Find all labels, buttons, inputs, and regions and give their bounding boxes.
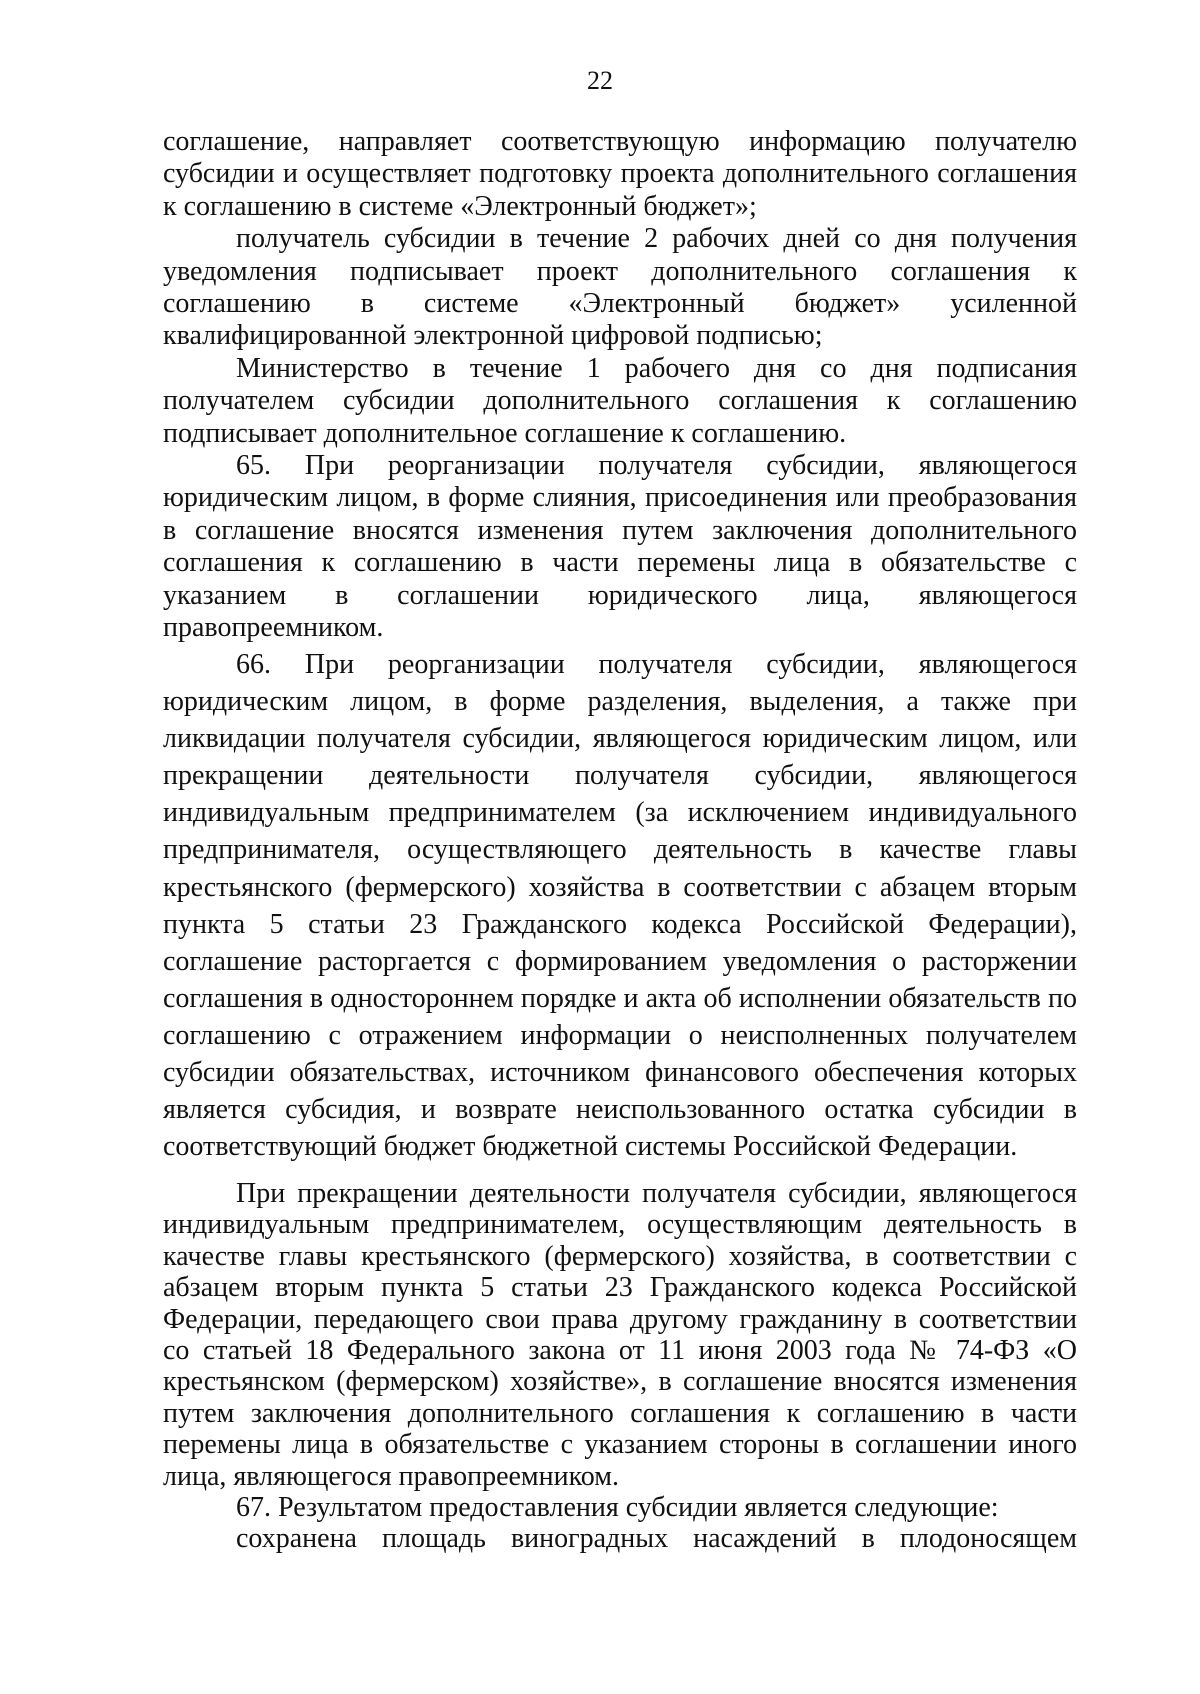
- paragraph-item-65: 65. При реорганизации получателя субсидии, являющегося юридическим лицом, в форме слияния, присоединения или преобразования в соглашение вносятся изменения путем заключения дополнительного соглашения к соглашению в части перемены лица в обязательстве с указанием в соглашении юридического лица, являющегося правопреемником.: [163, 450, 1077, 644]
- paragraph-recipient-signing: получатель субсидии в течение 2 рабочих дней со дня получения уведомления подписывает проект дополнительного соглашения к соглашению в системе «Электронный бюджет» усиленной квалифицированной электронной цифровой подписью;: [163, 223, 1077, 352]
- document-text-block: [163, 646, 1077, 1165]
- paragraph-item-66: 66. При реорганизации получателя субсидии, являющегося юридическим лицом, в форме разделения, выделения, а также при ликвидации получателя субсидии, являющегося юридическим лицом, или прекращении деятельности получателя субсидии, являющегося индивидуальным предпринимателем (за исключением индивидуального предпринимателя, осуществляющего деятельность в качестве главы крестьянского (фермерского) хозяйства в соответствии с абзацем вторым пункта 5 статьи 23 Гражданского кодекса Российской Федерации), соглашение расторгается с формированием уведомления о расторжении соглашения в одностороннем порядке и акта об исполнении обязательств по соглашению с отражением информации о неисполненных получателем субсидии обязательствах, источником финансового обеспечения которых является субсидия, и возврате неиспользованного остатка субсидии в соответствующий бюджет бюджетной системы Российской Федерации.: [163, 649, 1077, 1163]
- document-text-block: [163, 1178, 1077, 1555]
- paragraph-result-vineyards: сохранена площадь виноградных насаждений в плодоносящем: [236, 1523, 1077, 1555]
- page-number: 22: [587, 66, 613, 95]
- paragraph-item-67: 67. Результатом предоставления субсидии является следующие:: [236, 1492, 999, 1524]
- paragraph-farm-head: При прекращении деятельности получателя субсидии, являющегося индивидуальным предпринимателем, осуществляющим деятельность в качестве главы крестьянского (фермерского) хозяйства, в соответствии с абзацем вторым пункта 5 статьи 23 Гражданского кодекса Российской Федерации, передающего свои права другому гражданину в соответствии со статьей 18 Федерального закона от 11 июня 2003 года № 74-ФЗ «О крестьянском (фермерском) хозяйстве», в соглашение вносятся изменения путем заключения дополнительного соглашения к соглашению в части перемены лица в обязательстве с указанием стороны в соглашении иного лица, являющегося правопреемником.: [163, 1178, 1077, 1492]
- paragraph-continuation: соглашение, направляет соответствующую информацию получателю субсидии и осуществляет подготовку проекта дополнительного соглашения к соглашению в системе «Электронный бюджет»;: [163, 126, 1077, 222]
- document-text-block: [163, 126, 1077, 645]
- paragraph-ministry-signing: Министерство в течение 1 рабочего дня со дня подписания получателем субсидии дополнительного соглашения к соглашению подписывает дополнительное соглашение к соглашению.: [163, 352, 1077, 449]
